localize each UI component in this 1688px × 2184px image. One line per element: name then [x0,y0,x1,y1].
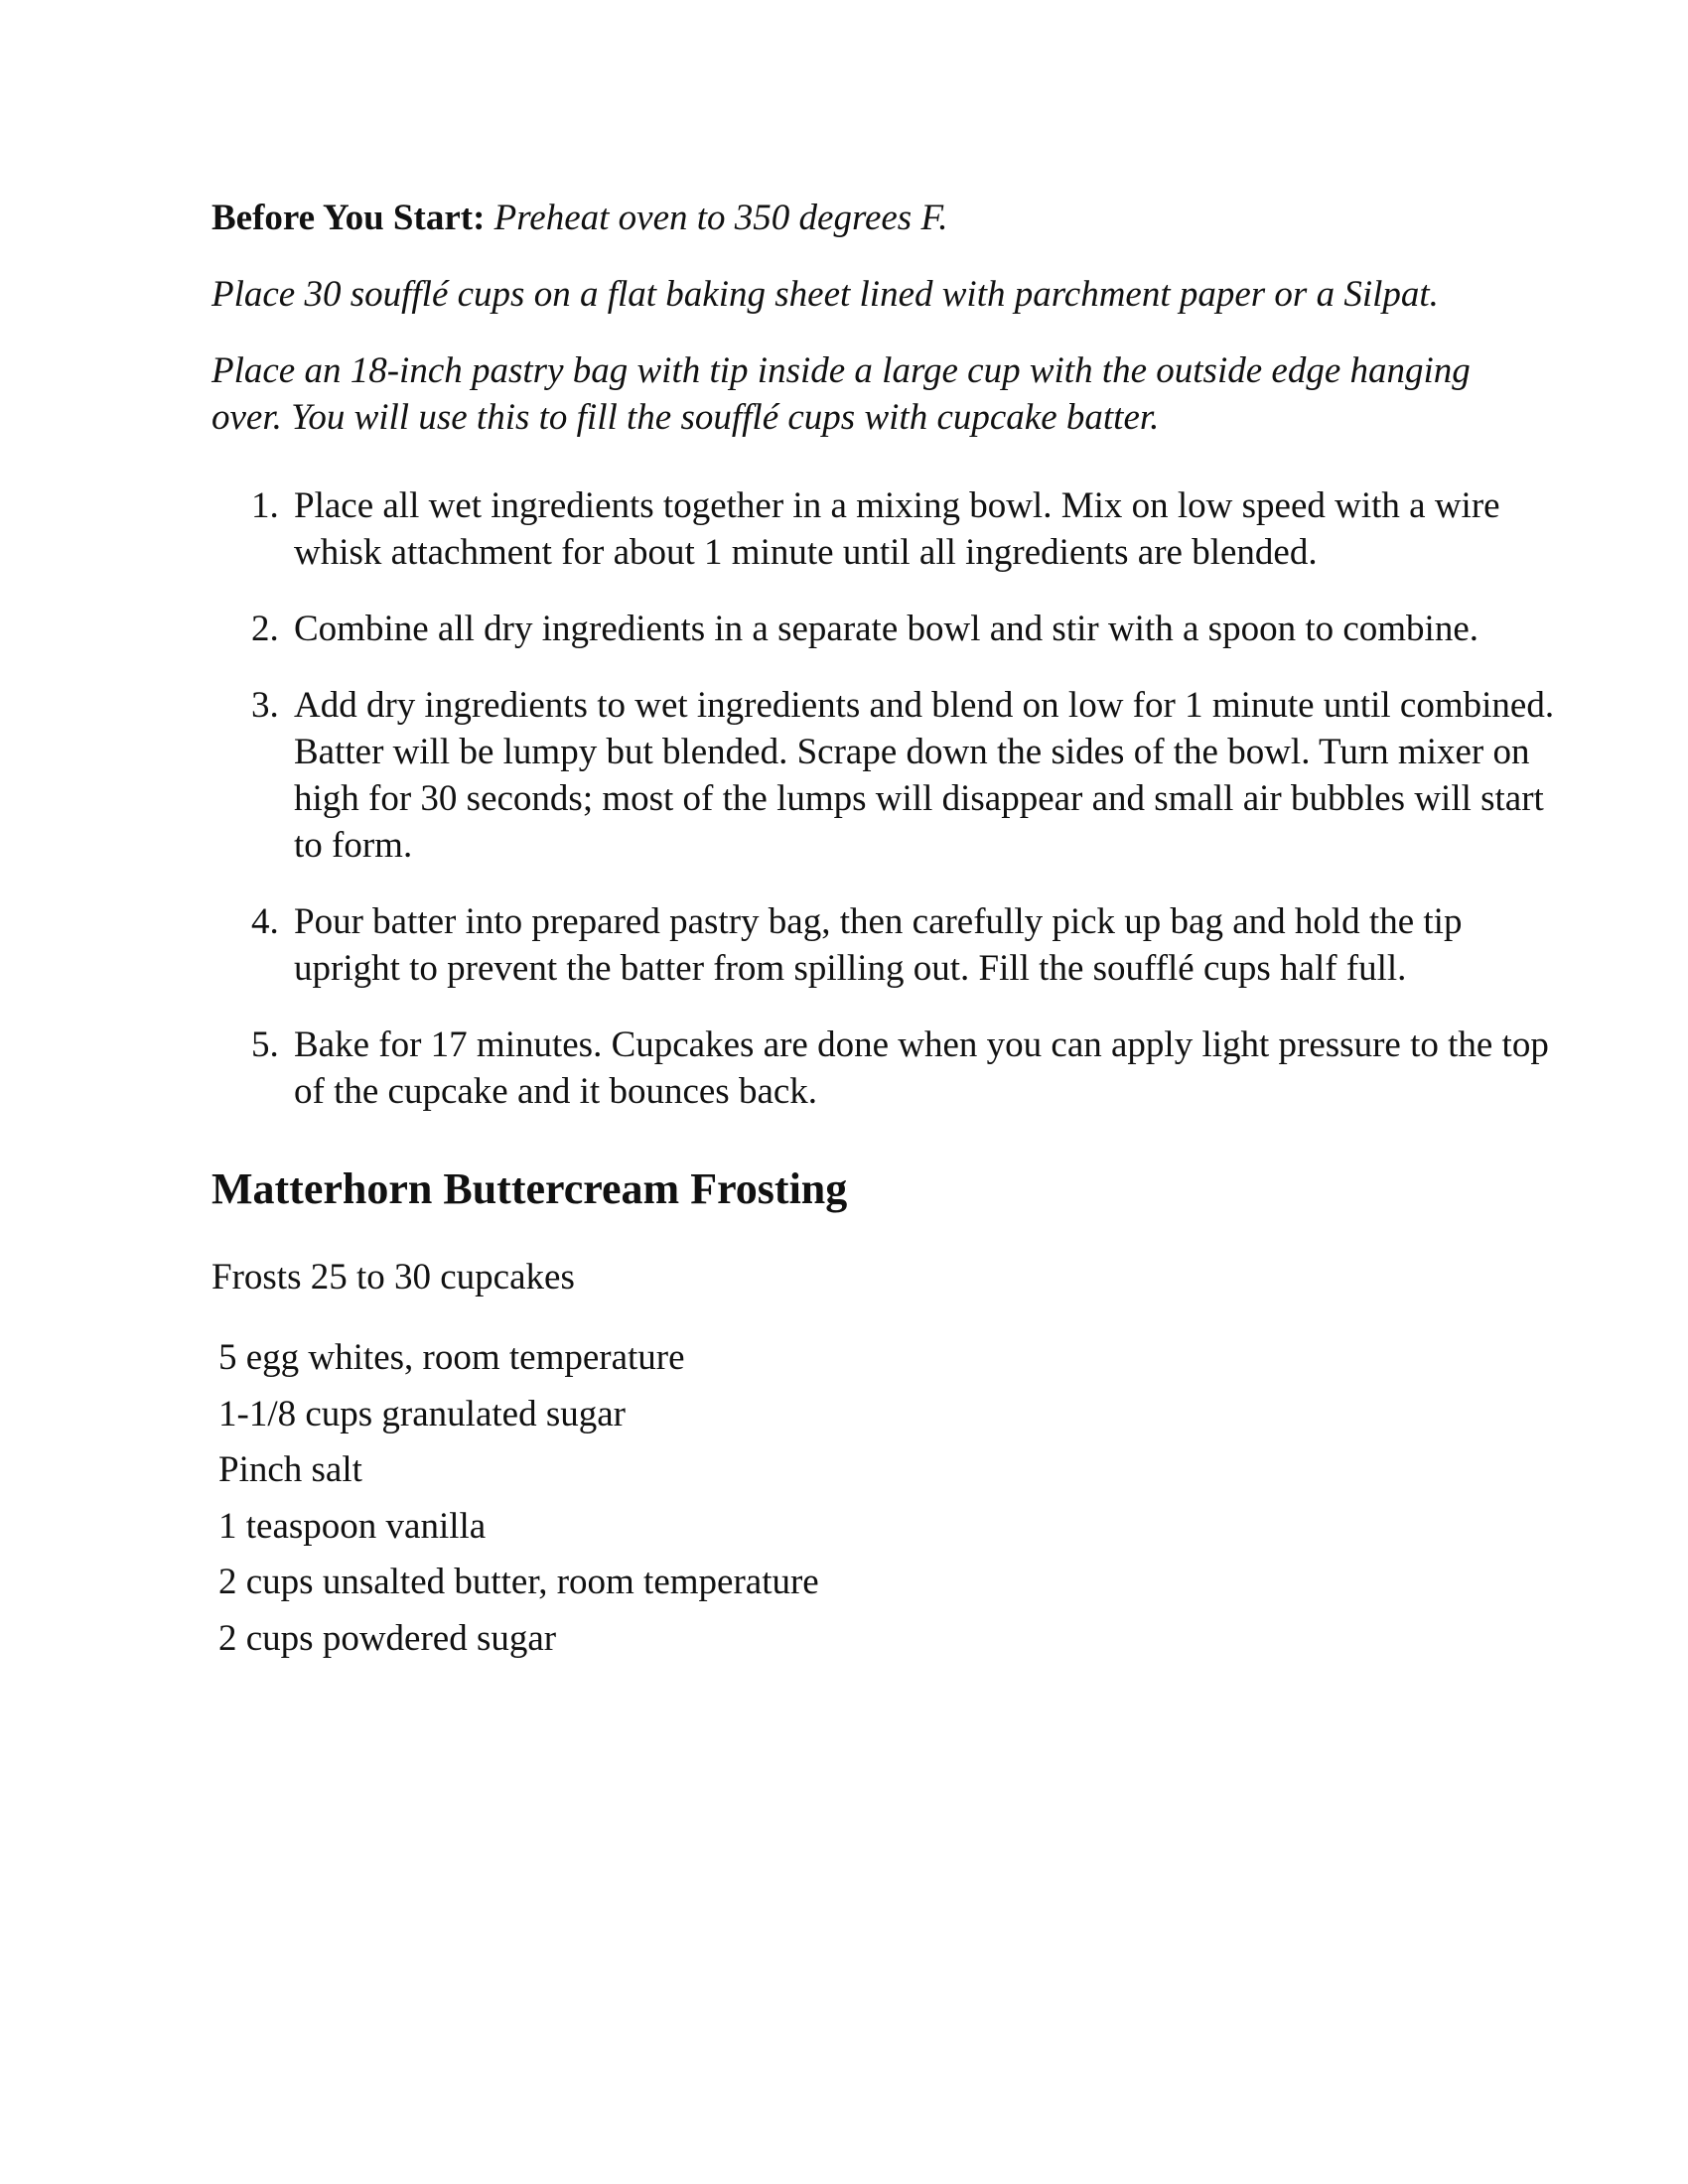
preheat-instruction: Preheat oven to 350 degrees F. [493,198,948,238]
ingredient-item: Pinch salt [218,1449,362,1490]
frosting-yield: Frosts 25 to 30 cupcakes [211,1257,575,1297]
ingredient-item: 1 teaspoon vanilla [218,1505,487,1547]
step-text: Add dry ingredients to wet ingredients and blend on low for 1 minute until combined. Batter will be lumpy but blended. Scrape down the sides of the bowl. Turn mixer on high for 30 seconds; most of the lumps will disappear and small air bubbles will start to form. [294,685,1555,866]
before-you-start-label: Before You Start: [211,198,486,238]
step-item [211,482,1565,576]
ingredient-item: 1-1/8 cups granulated sugar [218,1393,626,1434]
step-text: Combine all dry ingredients in a separate bowl and stir with a spoon to combine. [294,609,1478,649]
recipe-page [211,195,1555,1667]
ingredient-item: 2 cups powdered sugar [218,1617,557,1659]
step-number: 2. [251,609,279,649]
frosting-title: Matterhorn Buttercream Frosting [211,1164,848,1213]
before-you-start-paragraph [211,195,1502,241]
pastry-bag-instruction: Place an 18-inch pastry bag with tip inside a large cup with the outside edge hanging over. You will use this to fill the soufflé cups with cupcake batter. [211,350,1471,438]
steps-list [211,482,1555,1115]
step-number: 1. [251,485,279,526]
step-item [211,682,1565,869]
step-number: 3. [251,685,279,726]
ingredient-item: 5 egg whites, room temperature [218,1337,685,1378]
step-number: 5. [251,1024,279,1065]
ingredient-item: 2 cups unsalted butter, room temperature [218,1562,819,1602]
souffle-cups-instruction: Place 30 soufflé cups on a flat baking sheet lined with parchment paper or a Silpat. [211,274,1439,315]
step-text: Bake for 17 minutes. Cupcakes are done when you can apply light pressure to the top of the cupcake and it bounces back. [294,1024,1549,1112]
ingredients-list [218,1330,1502,1667]
step-item [211,606,1565,652]
step-number: 4. [251,901,279,942]
step-item [211,1022,1565,1115]
step-text: Place all wet ingredients together in a mixing bowl. Mix on low speed with a wire whisk attachment for about 1 minute until all ingredients are blended. [294,485,1500,573]
step-item [211,898,1565,992]
step-text: Pour batter into prepared pastry bag, then carefully pick up bag and hold the tip upright to prevent the batter from spilling out. Fill the soufflé cups half full. [294,901,1463,989]
